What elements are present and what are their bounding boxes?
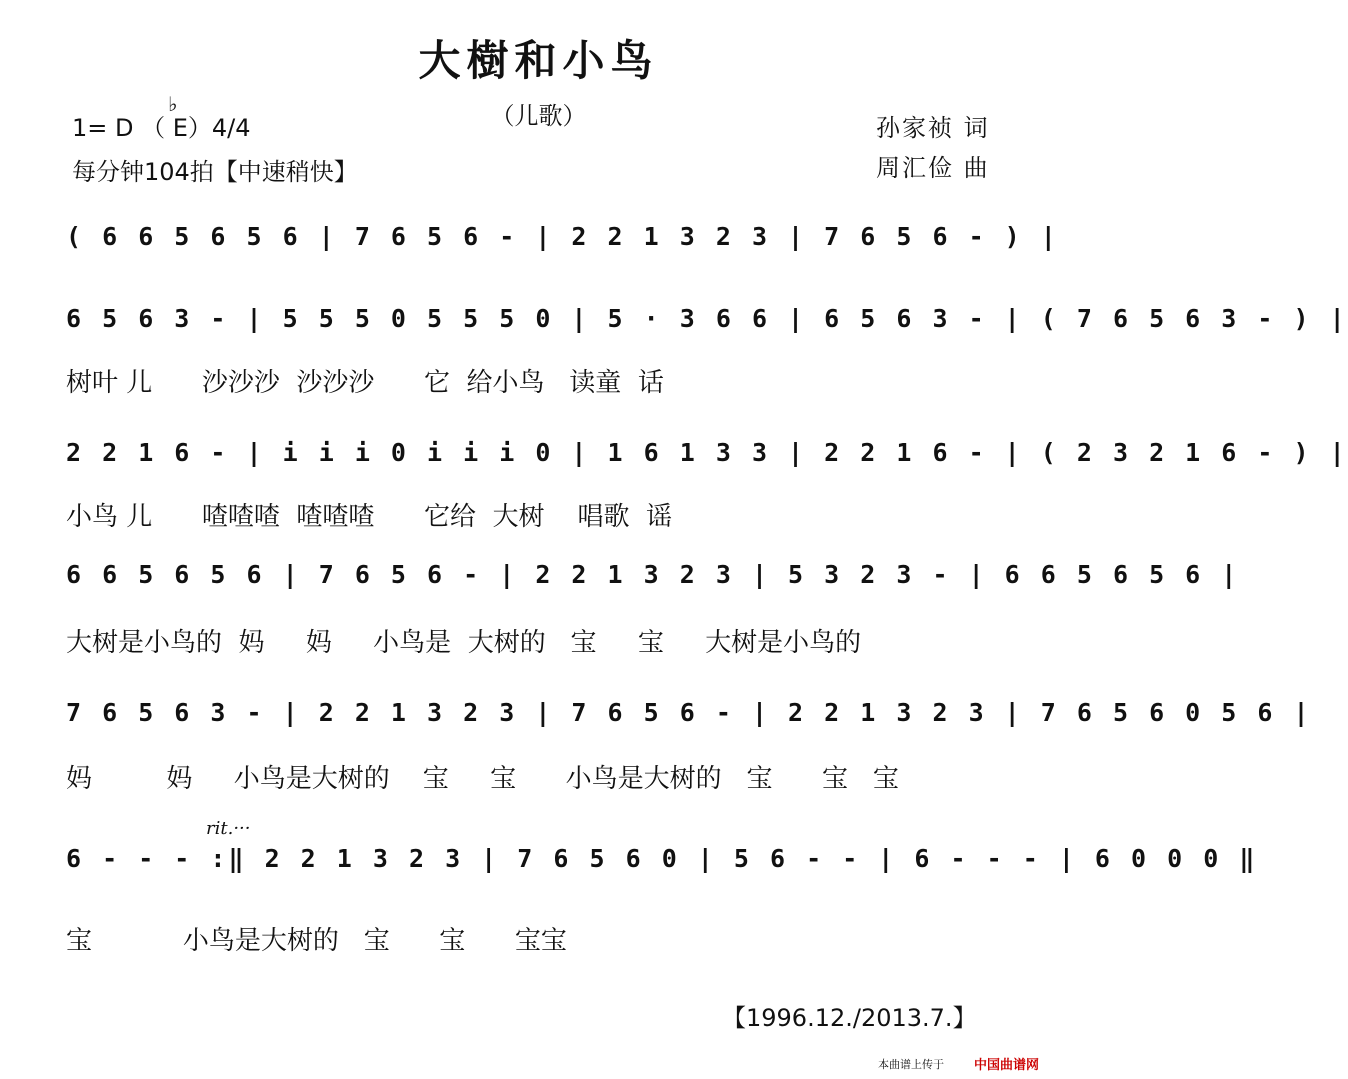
flat-icon: ♭: [168, 92, 178, 116]
key-signature: [72, 108, 251, 143]
notation-row: [66, 304, 1348, 366]
key-text: 1= D （ E）4/4: [72, 114, 251, 142]
song-subtitle: （儿歌）: [490, 102, 587, 130]
notation-text: 6 6 5 6 5 6 | 7 6 5 6 - | 2 2 1 3 2 3 | 5 3 2 3 - | 6 6 5 6 5 6 |: [66, 560, 1240, 589]
lyric-line: 宝 小鸟是大树的 宝 宝 宝宝: [66, 926, 567, 956]
notation-row: [66, 844, 1258, 906]
watermark-text: 本曲谱上传于: [878, 1058, 944, 1071]
date-stamp: 【1996.12./2013.7.】: [722, 1004, 977, 1032]
notation-text: 6 - - - :‖ 2 2 1 3 2 3 | 7 6 5 6 0 | 5 6 - - | 6 - - - | 6 0 0 0 ‖: [66, 844, 1258, 873]
lyric-line: 树叶 儿 沙沙沙 沙沙沙 它 给小鸟 读童 话: [66, 368, 664, 398]
lyric-line: 小鸟 儿 喳喳喳 喳喳喳 它给 大树 唱歌 谣: [66, 502, 673, 532]
watermark-logo: 中国曲谱网: [974, 1058, 1040, 1073]
notation-row: [66, 560, 1240, 622]
lyric-line: 大树是小鸟的 妈 妈 小鸟是 大树的 宝 宝 大树是小鸟的: [66, 628, 862, 658]
tempo-marking: 每分钟104拍【中速稍快】: [72, 158, 358, 186]
song-title: 大樹和小鸟: [418, 36, 659, 85]
lyricist-credit: 孙家祯 词: [876, 114, 990, 142]
composer-credit: 周汇俭 曲: [876, 154, 990, 182]
notation-row: [66, 222, 1059, 284]
notation-text: 6 5 6 3 - | 5 5 5 0 5 5 5 0 | 5 · 3 6 6 | 6 5 6 3 - | ( 7 6 5 6 3 - ) |: [66, 304, 1348, 333]
notation-text: ( 6 6 5 6 5 6 | 7 6 5 6 - | 2 2 1 3 2 3 | 7 6 5 6 - ) |: [66, 222, 1059, 251]
ritardando-marking: rit.···: [206, 818, 251, 839]
notation-row: [66, 438, 1348, 500]
notation-text: 2 2 1 6 - | i i i 0 i i i 0 | 1 6 1 3 3 | 2 2 1 6 - | ( 2 3 2 1 6 - ) |: [66, 438, 1348, 467]
notation-text: 7 6 5 6 3 - | 2 2 1 3 2 3 | 7 6 5 6 - | 2 2 1 3 2 3 | 7 6 5 6 0 5 6 |: [66, 698, 1312, 727]
lyric-line: 妈 妈 小鸟是大树的 宝 宝 小鸟是大树的 宝 宝 宝: [66, 764, 899, 794]
notation-row: [66, 698, 1312, 760]
